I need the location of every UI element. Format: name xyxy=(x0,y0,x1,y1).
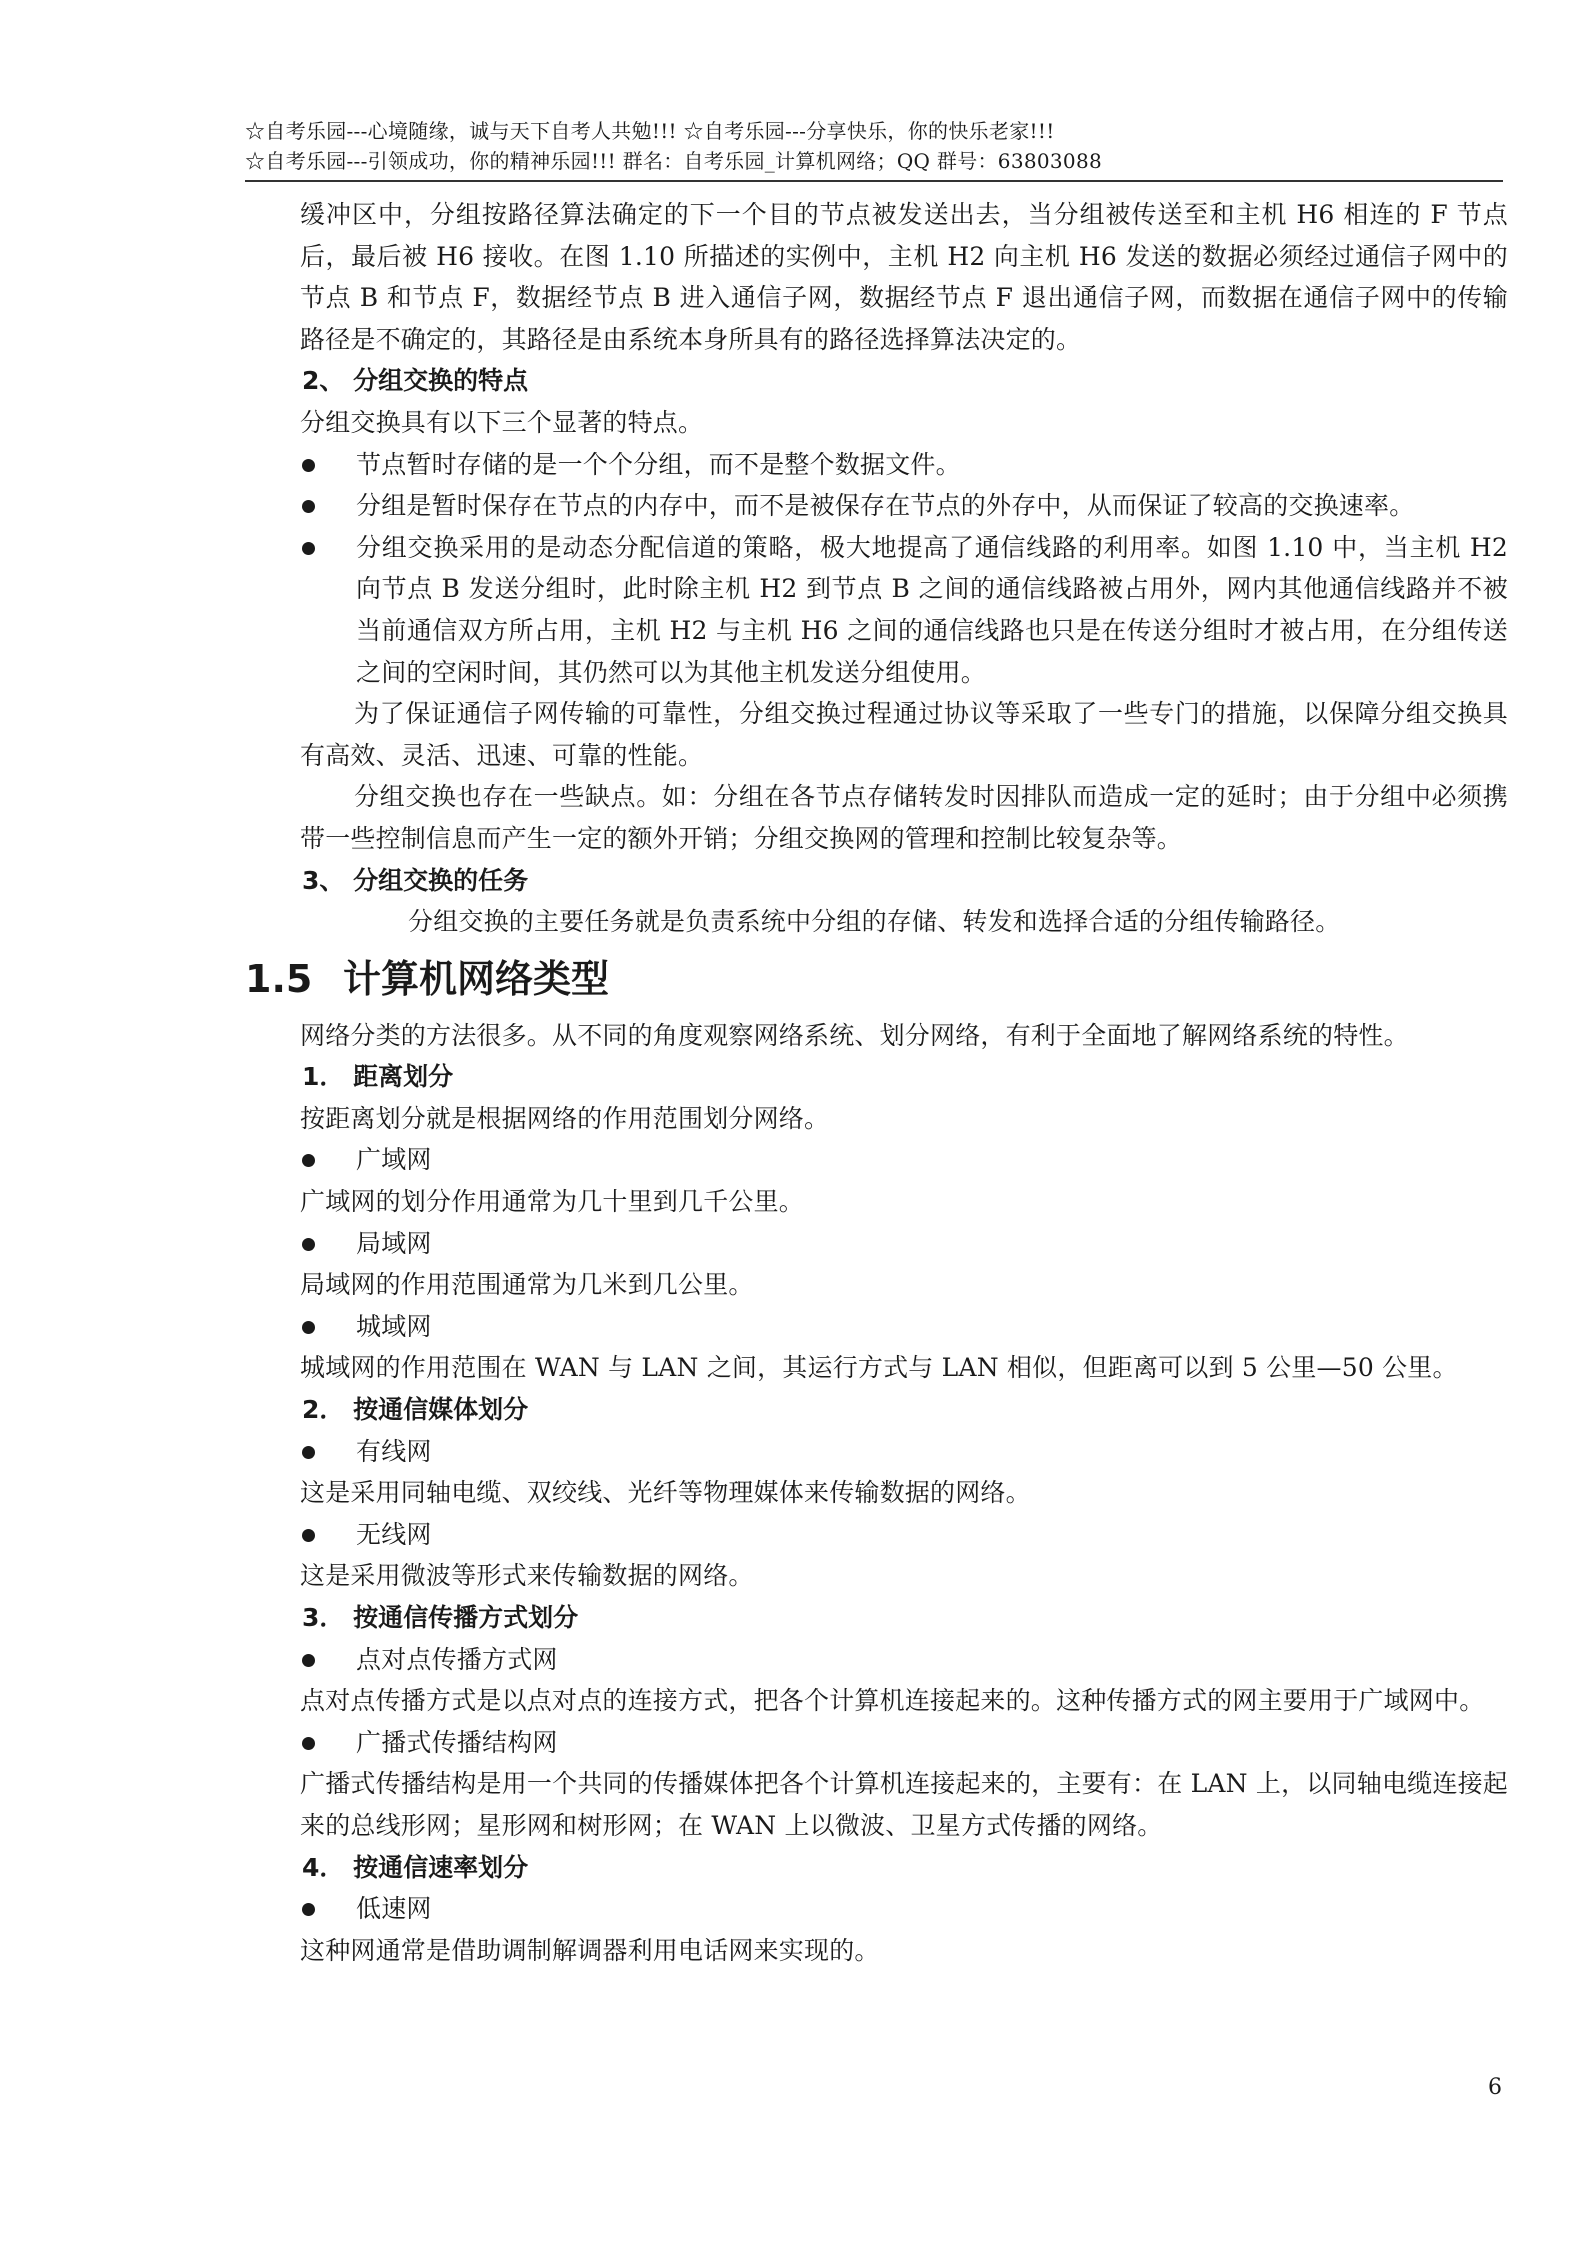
list-item xyxy=(300,1639,1508,1681)
list-item-label: 点对点传播方式网 xyxy=(356,1644,558,1674)
list-item-label: 有线网 xyxy=(356,1436,432,1466)
list-item-desc: 这种网通常是借助调制解调器利用电话网来实现的。 xyxy=(300,1935,880,1965)
reliability-paragraph: 为了保证通信子网传输的可靠性，分组交换过程通过协议等采取了一些专门的措施，以保障分组交换具有高效、灵活、迅速、可靠的性能。 xyxy=(300,699,1508,770)
section-title xyxy=(245,951,1508,1007)
bullet-icon xyxy=(300,444,356,486)
group-heading-media: 2． 按通信媒体划分 xyxy=(302,1395,529,1425)
page-number: 6 xyxy=(1488,2075,1502,2100)
list-item xyxy=(300,485,1508,527)
header-divider xyxy=(245,180,1503,182)
group-heading-distance: 1． 距离划分 xyxy=(302,1062,454,1092)
tasks-paragraph: 分组交换的主要任务就是负责系统中分组的存储、转发和选择合适的分组传输路径。 xyxy=(408,907,1341,937)
page-header xyxy=(245,116,1503,176)
drawbacks-paragraph: 分组交换也存在一些缺点。如：分组在各节点存储转发时因排队而造成一定的延时；由于分组中必须携带一些控制信息而产生一定的额外开销；分组交换网的管理和控制比较复杂等。 xyxy=(300,782,1508,853)
bullet-icon xyxy=(300,1223,356,1265)
list-item-text: 分组交换采用的是动态分配信道的策略，极大地提高了通信线路的利用率。如图 1.10 中，当主机 H2 向节点 B 发送分组时，此时除主机 H2 到节点 B 之间的通信线路被占用外，网内其他通信线路并不被当前通信双方所占用，主机 H2 与主机 H6 之间的通信线路也只是在传送分组时才被占用，在分组传送之间的空闲时间，其仍然可以为其他主机发送分组使用。 xyxy=(356,532,1508,687)
list-item xyxy=(300,1431,1508,1473)
page-body xyxy=(245,194,1508,1971)
bullet-icon xyxy=(300,1306,356,1348)
list-item-desc: 广播式传播结构是用一个共同的传播媒体把各个计算机连接起来的，主要有：在 LAN 上，以同轴电缆连接起来的总线形网；星形网和树形网；在 WAN 上以微波、卫星方式传播的网络。 xyxy=(300,1769,1508,1840)
list-item xyxy=(300,1223,1508,1265)
list-item-desc: 这是采用同轴电缆、双绞线、光纤等物理媒体来传输数据的网络。 xyxy=(300,1478,1031,1508)
list-item-desc: 城域网的作用范围在 WAN 与 LAN 之间，其运行方式与 LAN 相似，但距离可以到 5 公里—50 公里。 xyxy=(300,1353,1458,1383)
bullet-icon xyxy=(300,1514,356,1556)
section-title-text: 计算机网络类型 xyxy=(343,956,610,1001)
list-item xyxy=(300,527,1508,693)
group-heading-speed: 4． 按通信速率划分 xyxy=(302,1852,529,1882)
list-item xyxy=(300,1722,1508,1764)
section-number: 1.5 xyxy=(245,956,313,1001)
list-item xyxy=(300,1888,1508,1930)
features-heading: 2、 分组交换的特点 xyxy=(302,366,529,396)
bullet-icon xyxy=(300,527,356,693)
list-item xyxy=(300,444,1508,486)
header-line-1: ☆自考乐园---心境随缘，诚与天下自考人共勉!!! ☆自考乐园---分享快乐，你的快乐老家!!! xyxy=(245,119,1055,143)
bullet-icon xyxy=(300,485,356,527)
list-item xyxy=(300,1306,1508,1348)
group-heading-propagation: 3． 按通信传播方式划分 xyxy=(302,1603,579,1632)
header-line-2: ☆自考乐园---引领成功，你的精神乐园!!! 群名：自考乐园_计算机网络；QQ 群号：63803088 xyxy=(245,149,1102,173)
list-item-desc: 点对点传播方式是以点对点的连接方式，把各个计算机连接起来的。这种传播方式的网主要用于广域网中。 xyxy=(300,1686,1485,1716)
bullet-icon xyxy=(300,1722,356,1764)
list-item xyxy=(300,1139,1508,1181)
intro-paragraph: 缓冲区中，分组按路径算法确定的下一个目的节点被发送出去，当分组被传送至和主机 H6 相连的 F 节点后，最后被 H6 接收。在图 1.10 所描述的实例中，主机 H2 向主机 H6 发送的数据必须经过通信子网中的节点 B 和节点 F，数据经节点 B 进入通信子网，数据经节点 F 退出通信子网，而数据在通信子网中的传输路径是不确定的，其路径是由系统本身所具有的路径选择算法决定的。 xyxy=(300,200,1508,354)
list-item-desc: 局域网的作用范围通常为几米到几公里。 xyxy=(300,1270,754,1300)
list-item-label: 广域网 xyxy=(356,1145,432,1175)
bullet-icon xyxy=(300,1431,356,1473)
list-item-label: 广播式传播结构网 xyxy=(356,1727,558,1757)
list-item-label: 无线网 xyxy=(356,1519,432,1549)
features-lead: 分组交换具有以下三个显著的特点。 xyxy=(300,407,704,437)
tasks-heading: 3、 分组交换的任务 xyxy=(302,865,529,895)
list-item-label: 局域网 xyxy=(356,1228,432,1258)
bullet-icon xyxy=(300,1639,356,1681)
list-item xyxy=(300,1514,1508,1556)
list-item-desc: 广域网的划分作用通常为几十里到几千公里。 xyxy=(300,1187,805,1217)
section-intro: 网络分类的方法很多。从不同的角度观察网络系统、划分网络，有利于全面地了解网络系统的特性。 xyxy=(300,1020,1409,1050)
list-item-label: 城域网 xyxy=(356,1311,432,1341)
list-item-label: 低速网 xyxy=(356,1894,432,1924)
bullet-icon xyxy=(300,1888,356,1930)
list-item-text: 分组是暂时保存在节点的内存中，而不是被保存在节点的外存中，从而保证了较高的交换速率。 xyxy=(356,491,1415,521)
group-lead-distance: 按距离划分就是根据网络的作用范围划分网络。 xyxy=(300,1103,830,1133)
list-item-text: 节点暂时存储的是一个个分组，而不是整个数据文件。 xyxy=(356,449,961,479)
list-item-desc: 这是采用微波等形式来传输数据的网络。 xyxy=(300,1561,754,1591)
bullet-icon xyxy=(300,1139,356,1181)
